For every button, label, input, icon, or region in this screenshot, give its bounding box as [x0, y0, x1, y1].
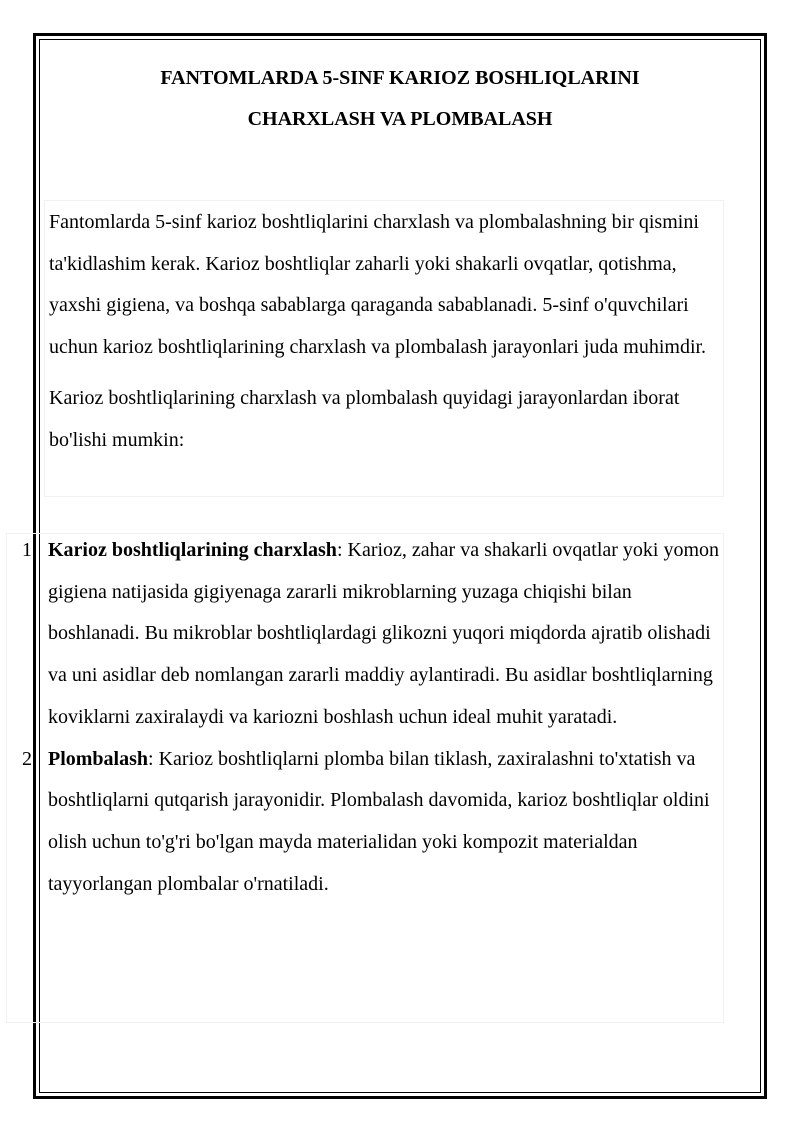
numbered-list [22, 530, 724, 905]
intro-paragraph-1: Fantomlarda 5-sinf karioz boshtliqlarini charxlash va plombalashning bir qismini ta'kidlashim kerak. Karioz boshtliqlar zaharli yoki shakarli ovqatlar, qotishma, yaxshi gigiena, va boshqa sabablarga qaraganda sabablanadi. 5-sinf o'quvchilari uchun karioz boshtliqlarining charxlash va plombalash jarayonlari juda muhimdir. [49, 211, 707, 358]
title-line-2: CHARXLASH VA PLOMBALASH [247, 108, 553, 130]
intro-section [44, 200, 724, 497]
list-term: Karioz boshtliqlarining charxlash [48, 539, 337, 561]
title-line-1: FANTOMLARDA 5-SINF KARIOZ BOSHLIQLARINI [160, 67, 640, 89]
list-text: : Karioz, zahar va shakarli ovqatlar yoki yomon gigiena natijasida gigiyenaga zararli mikroblarning yuzaga chiqishi bilan boshlanadi. Bu mikroblar boshtliqlardagi glikozni yuqori miqdorda ajratib olishadi va uni asidlar deb nomlangan zararli maddiy aylantiradi. Bu asidlar boshtliqlarning koviklarni zaxiralaydi va kariozni boshlash uchun ideal muhit yaratadi. [48, 539, 720, 728]
list-number: 1. [22, 539, 37, 561]
list-number: 2. [22, 747, 37, 770]
list-item-charxlash [22, 530, 724, 739]
list-term: Plombalash [48, 747, 149, 770]
intro-paragraph-2: Karioz boshtliqlarining charxlash va plombalash quyidagi jarayonlardan iborat bo'lishi mumkin: [49, 387, 680, 451]
document-title [60, 58, 740, 140]
list-text: : Karioz boshtliqlarni plomba bilan tiklash, zaxiralashni to'xtatish va boshtliqlarni qutqarish jarayonidir. Plombalash davomida, karioz boshtliqlar oldini olish uchun to'g'ri bo'lgan mayda materialidan yoki kompozit materialdan tayyorlangan plombalar o'rnatiladi. [48, 747, 710, 895]
list-item-plombalash [22, 739, 724, 906]
